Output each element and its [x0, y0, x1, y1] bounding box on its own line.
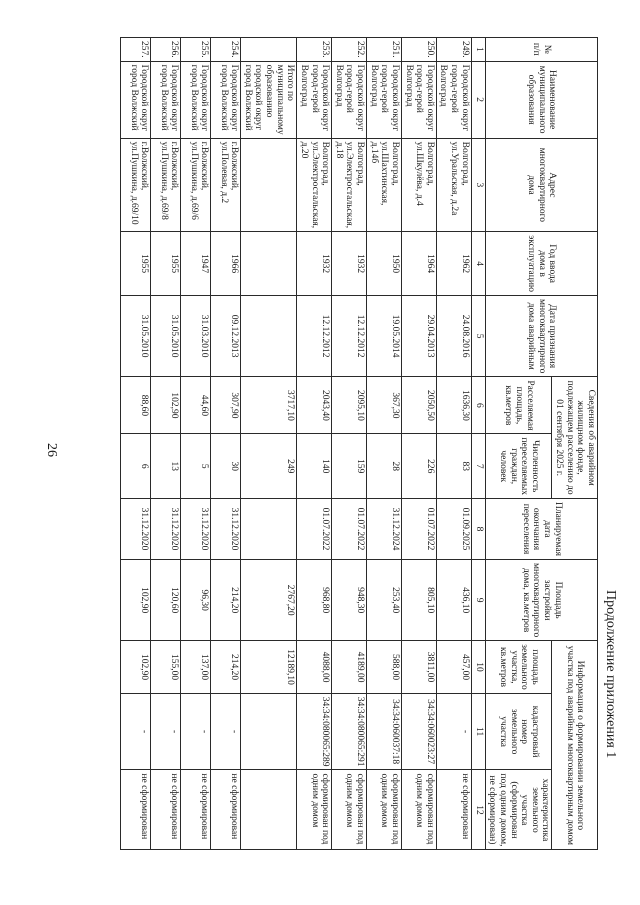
continuation-title: Продолжение приложения 1 [603, 590, 618, 759]
header-characteristic: характеристика земельного участка (сформирован под одним домом, не сформирован) [485, 770, 552, 850]
year-cell [241, 232, 297, 296]
cadastral-cell [241, 693, 297, 770]
relocation-area-cell: 307,90 [211, 377, 241, 434]
characteristic-cell: не сформирован [151, 770, 181, 850]
header-land-area: площадь земельного участка, кв.метров [485, 641, 552, 694]
municipality-cell: Городской округ город Волжский [181, 61, 211, 138]
emergency-date-cell: 12.12.2012 [332, 296, 367, 377]
relocation-area-cell: 3717,10 [241, 377, 297, 434]
relocation-area-cell: 2043,40 [297, 377, 332, 434]
cadastral-cell: - [121, 693, 151, 770]
column-number-row [471, 38, 485, 850]
built-area-cell: 120,60 [151, 559, 181, 640]
people-count-cell: 13 [151, 434, 181, 499]
emergency-date-cell [241, 296, 297, 377]
address-cell [241, 138, 297, 232]
year-cell: 1955 [121, 232, 151, 296]
emergency-date-cell: 31.05.2010 [151, 296, 181, 377]
column-number: 3 [471, 138, 485, 232]
municipality-cell: Городской округ город-герой Волгоград [402, 61, 437, 138]
planned-date-cell: 01.07.2022 [402, 498, 437, 559]
address-cell: Волгоград, ул.Шахтинская, д.14б [367, 138, 402, 232]
people-count-cell: 83 [436, 434, 471, 499]
built-area-cell: 2767,20 [241, 559, 297, 640]
table-row [151, 38, 181, 850]
year-cell: 1932 [332, 232, 367, 296]
people-count-cell: 226 [402, 434, 437, 499]
characteristic-cell: сформирован под одним домом [367, 770, 402, 850]
characteristic-cell [241, 770, 297, 850]
relocation-area-cell: 367,30 [367, 377, 402, 434]
planned-date-cell: 01.09.2025 [436, 498, 471, 559]
table-body [121, 38, 472, 850]
row-number: 252. [332, 38, 367, 62]
header-address: Адрес многоквартирного дома [485, 138, 597, 232]
header-name: Наименование муниципального образования [485, 61, 597, 138]
characteristic-cell: не сформирован [436, 770, 471, 850]
header-date-emergency: Дата признания многоквартирного дома аварийным [485, 296, 597, 377]
municipality-cell: Городской округ город Волжский [121, 61, 151, 138]
year-cell: 1932 [297, 232, 332, 296]
column-number: 10 [471, 641, 485, 694]
table-row [402, 38, 437, 850]
cadastral-cell: 34:34:080065:289 [297, 693, 332, 770]
people-count-cell: 30 [211, 434, 241, 499]
planned-date-cell: 01.07.2022 [297, 498, 332, 559]
emergency-housing-table [120, 37, 598, 850]
emergency-date-cell: 31.05.2010 [121, 296, 151, 377]
column-number: 9 [471, 559, 485, 640]
year-cell: 1962 [436, 232, 471, 296]
column-number: 11 [471, 693, 485, 770]
page-number: 26 [44, 443, 59, 457]
municipality-cell: Итого по муниципальному образованию городской округ город Волжский [241, 61, 297, 138]
people-count-cell: 249 [241, 434, 297, 499]
municipality-cell: Городской округ город-герой Волгоград [332, 61, 367, 138]
land-area-cell: 4189,00 [332, 641, 367, 694]
header-built-area: Площадь застройки многоквартирного дома, кв.метров [485, 559, 597, 640]
header-fund-group: Сведения об аварийном жилищном фонде, подлежащем расселению до 01 сентября 2025 г. [552, 377, 598, 499]
address-cell: г.Волжский, ул.Пушкина, д.69/6 [181, 138, 211, 232]
people-count-cell: 159 [332, 434, 367, 499]
built-area-cell: 96,30 [181, 559, 211, 640]
emergency-date-cell: 31.03.2010 [181, 296, 211, 377]
header-land-group: Информация о формировании земельного участка под аварийным многоквартирным домом [552, 641, 598, 850]
characteristic-cell: сформирован под одним домом [332, 770, 367, 850]
emergency-date-cell: 12.12.2012 [297, 296, 332, 377]
relocation-area-cell: 44,60 [181, 377, 211, 434]
planned-date-cell [241, 498, 297, 559]
row-number: 251. [367, 38, 402, 62]
cadastral-cell: 34:34:060023:27 [402, 693, 437, 770]
characteristic-cell: сформирован под одним домом [402, 770, 437, 850]
header-cadastral: кадастровый номер земельного участка [485, 693, 552, 770]
relocation-area-cell: 2095,10 [332, 377, 367, 434]
planned-date-cell: 01.07.2022 [332, 498, 367, 559]
relocation-area-cell: 2050,50 [402, 377, 437, 434]
relocation-area-cell: 102,90 [151, 377, 181, 434]
header-num: № п/п [485, 38, 597, 62]
emergency-date-cell: 24.08.2016 [436, 296, 471, 377]
built-area-cell: 102,90 [121, 559, 151, 640]
row-number: 254. [211, 38, 241, 62]
cadastral-cell: 34:34:080065:291 [332, 693, 367, 770]
column-number: 2 [471, 61, 485, 138]
header-row-1 [552, 38, 598, 850]
column-number: 8 [471, 498, 485, 559]
relocation-area-cell: 88,60 [121, 377, 151, 434]
planned-date-cell: 31.12.2020 [181, 498, 211, 559]
table-row [121, 38, 151, 850]
year-cell: 1950 [367, 232, 402, 296]
people-count-cell: 5 [181, 434, 211, 499]
cadastral-cell: 34:34:060037:18 [367, 693, 402, 770]
cadastral-cell: - [211, 693, 241, 770]
column-number: 4 [471, 232, 485, 296]
year-cell: 1964 [402, 232, 437, 296]
year-cell: 1966 [211, 232, 241, 296]
built-area-cell: 805,10 [402, 559, 437, 640]
land-area-cell: 137,00 [181, 641, 211, 694]
people-count-cell: 140 [297, 434, 332, 499]
table-row [211, 38, 241, 850]
row-number: 255. [181, 38, 211, 62]
header-planned-date: Планируемая дата окончания переселения [485, 498, 597, 559]
row-number: 256. [151, 38, 181, 62]
row-number: 253. [297, 38, 332, 62]
land-area-cell: 12189,10 [241, 641, 297, 694]
address-cell: г.Волжский, ул.Пушкина, д.69/10 [121, 138, 151, 232]
planned-date-cell: 31.12.2020 [211, 498, 241, 559]
emergency-date-cell: 19.05.2014 [367, 296, 402, 377]
municipality-cell: Городской округ город-герой Волгоград [436, 61, 471, 138]
header-fund-area: Расселяемая площадь, кв.метров [485, 377, 552, 434]
built-area-cell: 948,30 [332, 559, 367, 640]
total-row [241, 38, 297, 850]
year-cell: 1947 [181, 232, 211, 296]
column-number: 7 [471, 434, 485, 499]
characteristic-cell: сформирован под одним домом [297, 770, 332, 850]
row-number: 249. [436, 38, 471, 62]
built-area-cell: 436,10 [436, 559, 471, 640]
cadastral-cell: - [181, 693, 211, 770]
row-number: 250. [402, 38, 437, 62]
column-number: 1 [471, 38, 485, 62]
built-area-cell: 214,20 [211, 559, 241, 640]
built-area-cell: 253,40 [367, 559, 402, 640]
address-cell: Волгоград, ул.Шкулёва, д.4 [402, 138, 437, 232]
header-year: Год ввода дома в эксплуатацию [485, 232, 597, 296]
characteristic-cell: не сформирован [211, 770, 241, 850]
address-cell: г.Волжский, ул.Полевая, д.2 [211, 138, 241, 232]
land-area-cell: 214,20 [211, 641, 241, 694]
column-number: 5 [471, 296, 485, 377]
column-number: 6 [471, 377, 485, 434]
municipality-cell: Городской округ город Волжский [151, 61, 181, 138]
header-fund-people: Численность переселяемых граждан, человек [485, 434, 552, 499]
table-row [181, 38, 211, 850]
column-number: 12 [471, 770, 485, 850]
emergency-date-cell: 09.12.2013 [211, 296, 241, 377]
emergency-date-cell: 29.04.2013 [402, 296, 437, 377]
municipality-cell: Городской округ город-герой Волгоград [297, 61, 332, 138]
row-number: 257. [121, 38, 151, 62]
address-cell: Волгоград, ул.Электростальская, д.18 [332, 138, 367, 232]
planned-date-cell: 31.12.2024 [367, 498, 402, 559]
land-area-cell: 588,00 [367, 641, 402, 694]
characteristic-cell: не сформирован [181, 770, 211, 850]
cadastral-cell: - [436, 693, 471, 770]
table-row [436, 38, 471, 850]
people-count-cell: 28 [367, 434, 402, 499]
table-row [332, 38, 367, 850]
land-area-cell: 102,90 [121, 641, 151, 694]
municipality-cell: Городской округ город-герой Волгоград [367, 61, 402, 138]
land-area-cell: 4088,00 [297, 641, 332, 694]
row-number [241, 38, 297, 62]
land-area-cell: 457,00 [436, 641, 471, 694]
year-cell: 1955 [151, 232, 181, 296]
address-cell: Волгоград, ул.Электростальская, д.20 [297, 138, 332, 232]
municipality-cell: Городской округ город Волжский [211, 61, 241, 138]
planned-date-cell: 31.12.2020 [121, 498, 151, 559]
relocation-area-cell: 1636,30 [436, 377, 471, 434]
built-area-cell: 968,80 [297, 559, 332, 640]
table-row [297, 38, 332, 850]
characteristic-cell: не сформирован [121, 770, 151, 850]
cadastral-cell: - [151, 693, 181, 770]
land-area-cell: 3811,00 [402, 641, 437, 694]
address-cell: г.Волжский, ул.Пушкина, д.69/8 [151, 138, 181, 232]
people-count-cell: 6 [121, 434, 151, 499]
table-row [367, 38, 402, 850]
land-area-cell: 155,00 [151, 641, 181, 694]
address-cell: Волгоград, ул.Уральская, д.2а [436, 138, 471, 232]
planned-date-cell: 31.12.2020 [151, 498, 181, 559]
